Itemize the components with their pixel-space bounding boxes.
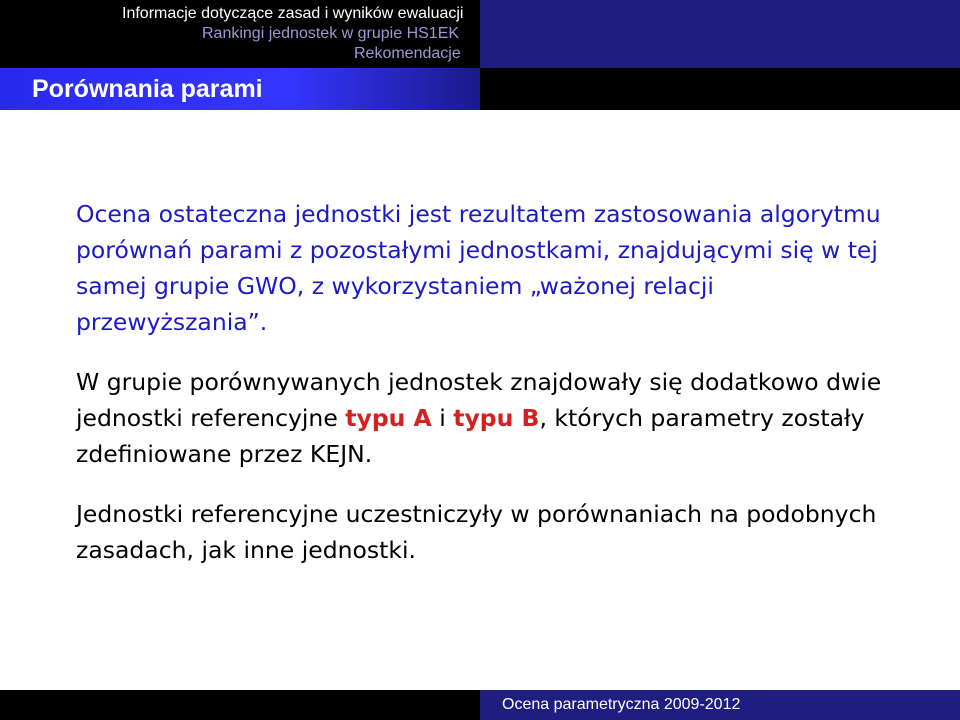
frame-title: Porównania parami [32,74,263,103]
paragraph-participation: Jednostki referencyjne uczestniczyły w porównaniach na podobnych zasadach, jak inne jednostki. [76,500,877,564]
frame-title-panel [0,68,480,110]
navigation-header [0,0,960,68]
paragraph-connector: i [431,404,454,432]
paragraph-reference-units-text: W grupie porównywanych jednostek znajdowały się dodatkowo dwie jednostki referencyjne [76,368,882,432]
nav-section-informacje[interactable]: Informacje dotyczące zasad i wyników ewaluacji [122,5,464,22]
paragraph-reference-units [76,364,896,472]
frame-title-bar [0,68,960,110]
paragraph-algorithm: Ocena ostateczna jednostki jest rezultatem zastosowania algorytmu porównań parami z pozostałymi jednostkami, znajdującymi się w tej samej grupie GWO, z wykorzystaniem „ważonej relacji przewyższania”. [76,200,881,336]
footer-right-panel [480,690,960,720]
footer-left-panel [0,690,480,720]
highlight-type-a: typu A [345,404,432,432]
highlight-type-b: typu B [453,404,540,432]
footer-title: Ocena parametryczna 2009-2012 [502,696,741,713]
title-bar-right [480,68,960,110]
footer [0,690,960,720]
paragraph-reference-units-end: , których parametry zostały zdefiniowane przez KEJN. [76,404,865,468]
nav-section-rankingi[interactable]: Rankingi jednostek w grupie HS1EK [202,25,460,42]
slide-content [76,196,896,592]
section-nav [122,0,960,68]
nav-section-rekomendacje[interactable]: Rekomendacje [354,45,461,62]
